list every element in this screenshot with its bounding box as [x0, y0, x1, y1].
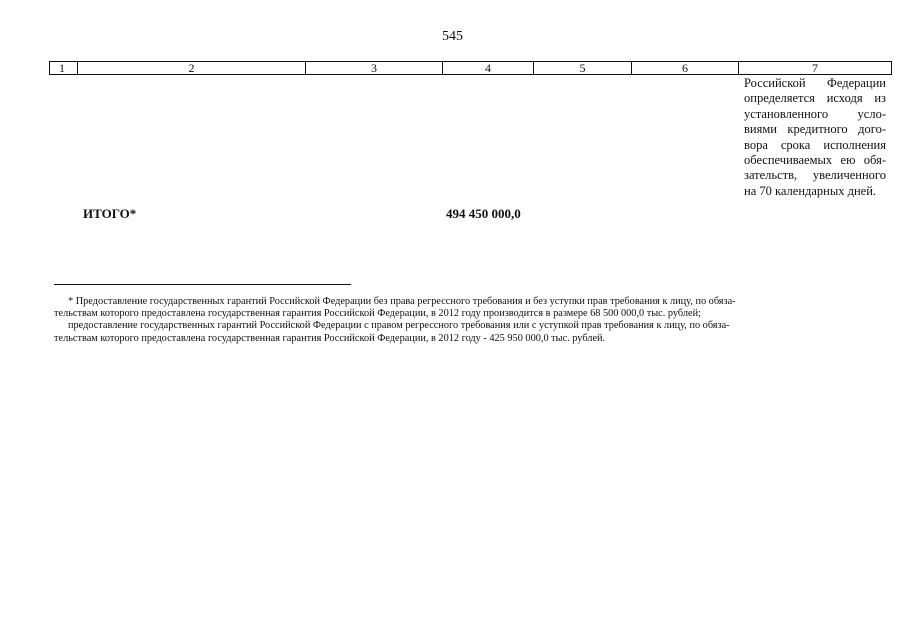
footnote-line: * Предоставление государственных гарантий Российской Федерации без права регрессного требования и без уступки прав требования к лицу, по обяза- [68, 296, 736, 307]
column-header-6: 6 [632, 62, 739, 75]
footnote-line: предоставление государственных гарантий Российской Федерации с правом регрессного требования или с уступкой прав требования к лицу, по обяза- [68, 320, 730, 332]
column-header-3: 3 [306, 62, 443, 75]
col7-text-line: Российской Федерации [744, 76, 886, 90]
col7-text-line: виями кредитного дого- [744, 122, 886, 137]
column-header-2: 2 [78, 62, 306, 75]
footnote-line: тельствам которого предоставлена государственная гарантия Российской Федерации, в 2012 году - 425 950 000,0 тыс. рублей. [54, 332, 606, 344]
column-header-1: 1 [50, 62, 78, 75]
col7-text-line: зательств, увеличенного [744, 168, 886, 183]
total-value: 494 450 000,0 [446, 206, 521, 221]
col7-text-line: вора срока исполнения [744, 137, 886, 152]
col7-text-line: установленного усло- [744, 106, 886, 121]
column-header-7: 7 [739, 62, 892, 75]
col7-text-line: обеспечиваемых ею обя- [744, 153, 886, 168]
footnote [54, 296, 854, 345]
col7-text-line: определяется исходя из [744, 91, 886, 106]
page-number: 545 [442, 29, 463, 44]
column-header-4: 4 [443, 62, 534, 75]
col7-text-line: на 70 календарных дней. [744, 183, 877, 198]
total-label: ИТОГО* [83, 206, 137, 221]
column-header-row [49, 61, 892, 75]
footnote-divider [54, 284, 351, 285]
footnote-line: тельствам которого предоставлена государственная гарантия Российской Федерации, в 2012 году производится в размере 68 500 000,0 тыс. рублей; [54, 308, 701, 320]
column-header-5: 5 [534, 62, 632, 75]
column-7-cell-text [744, 76, 886, 199]
